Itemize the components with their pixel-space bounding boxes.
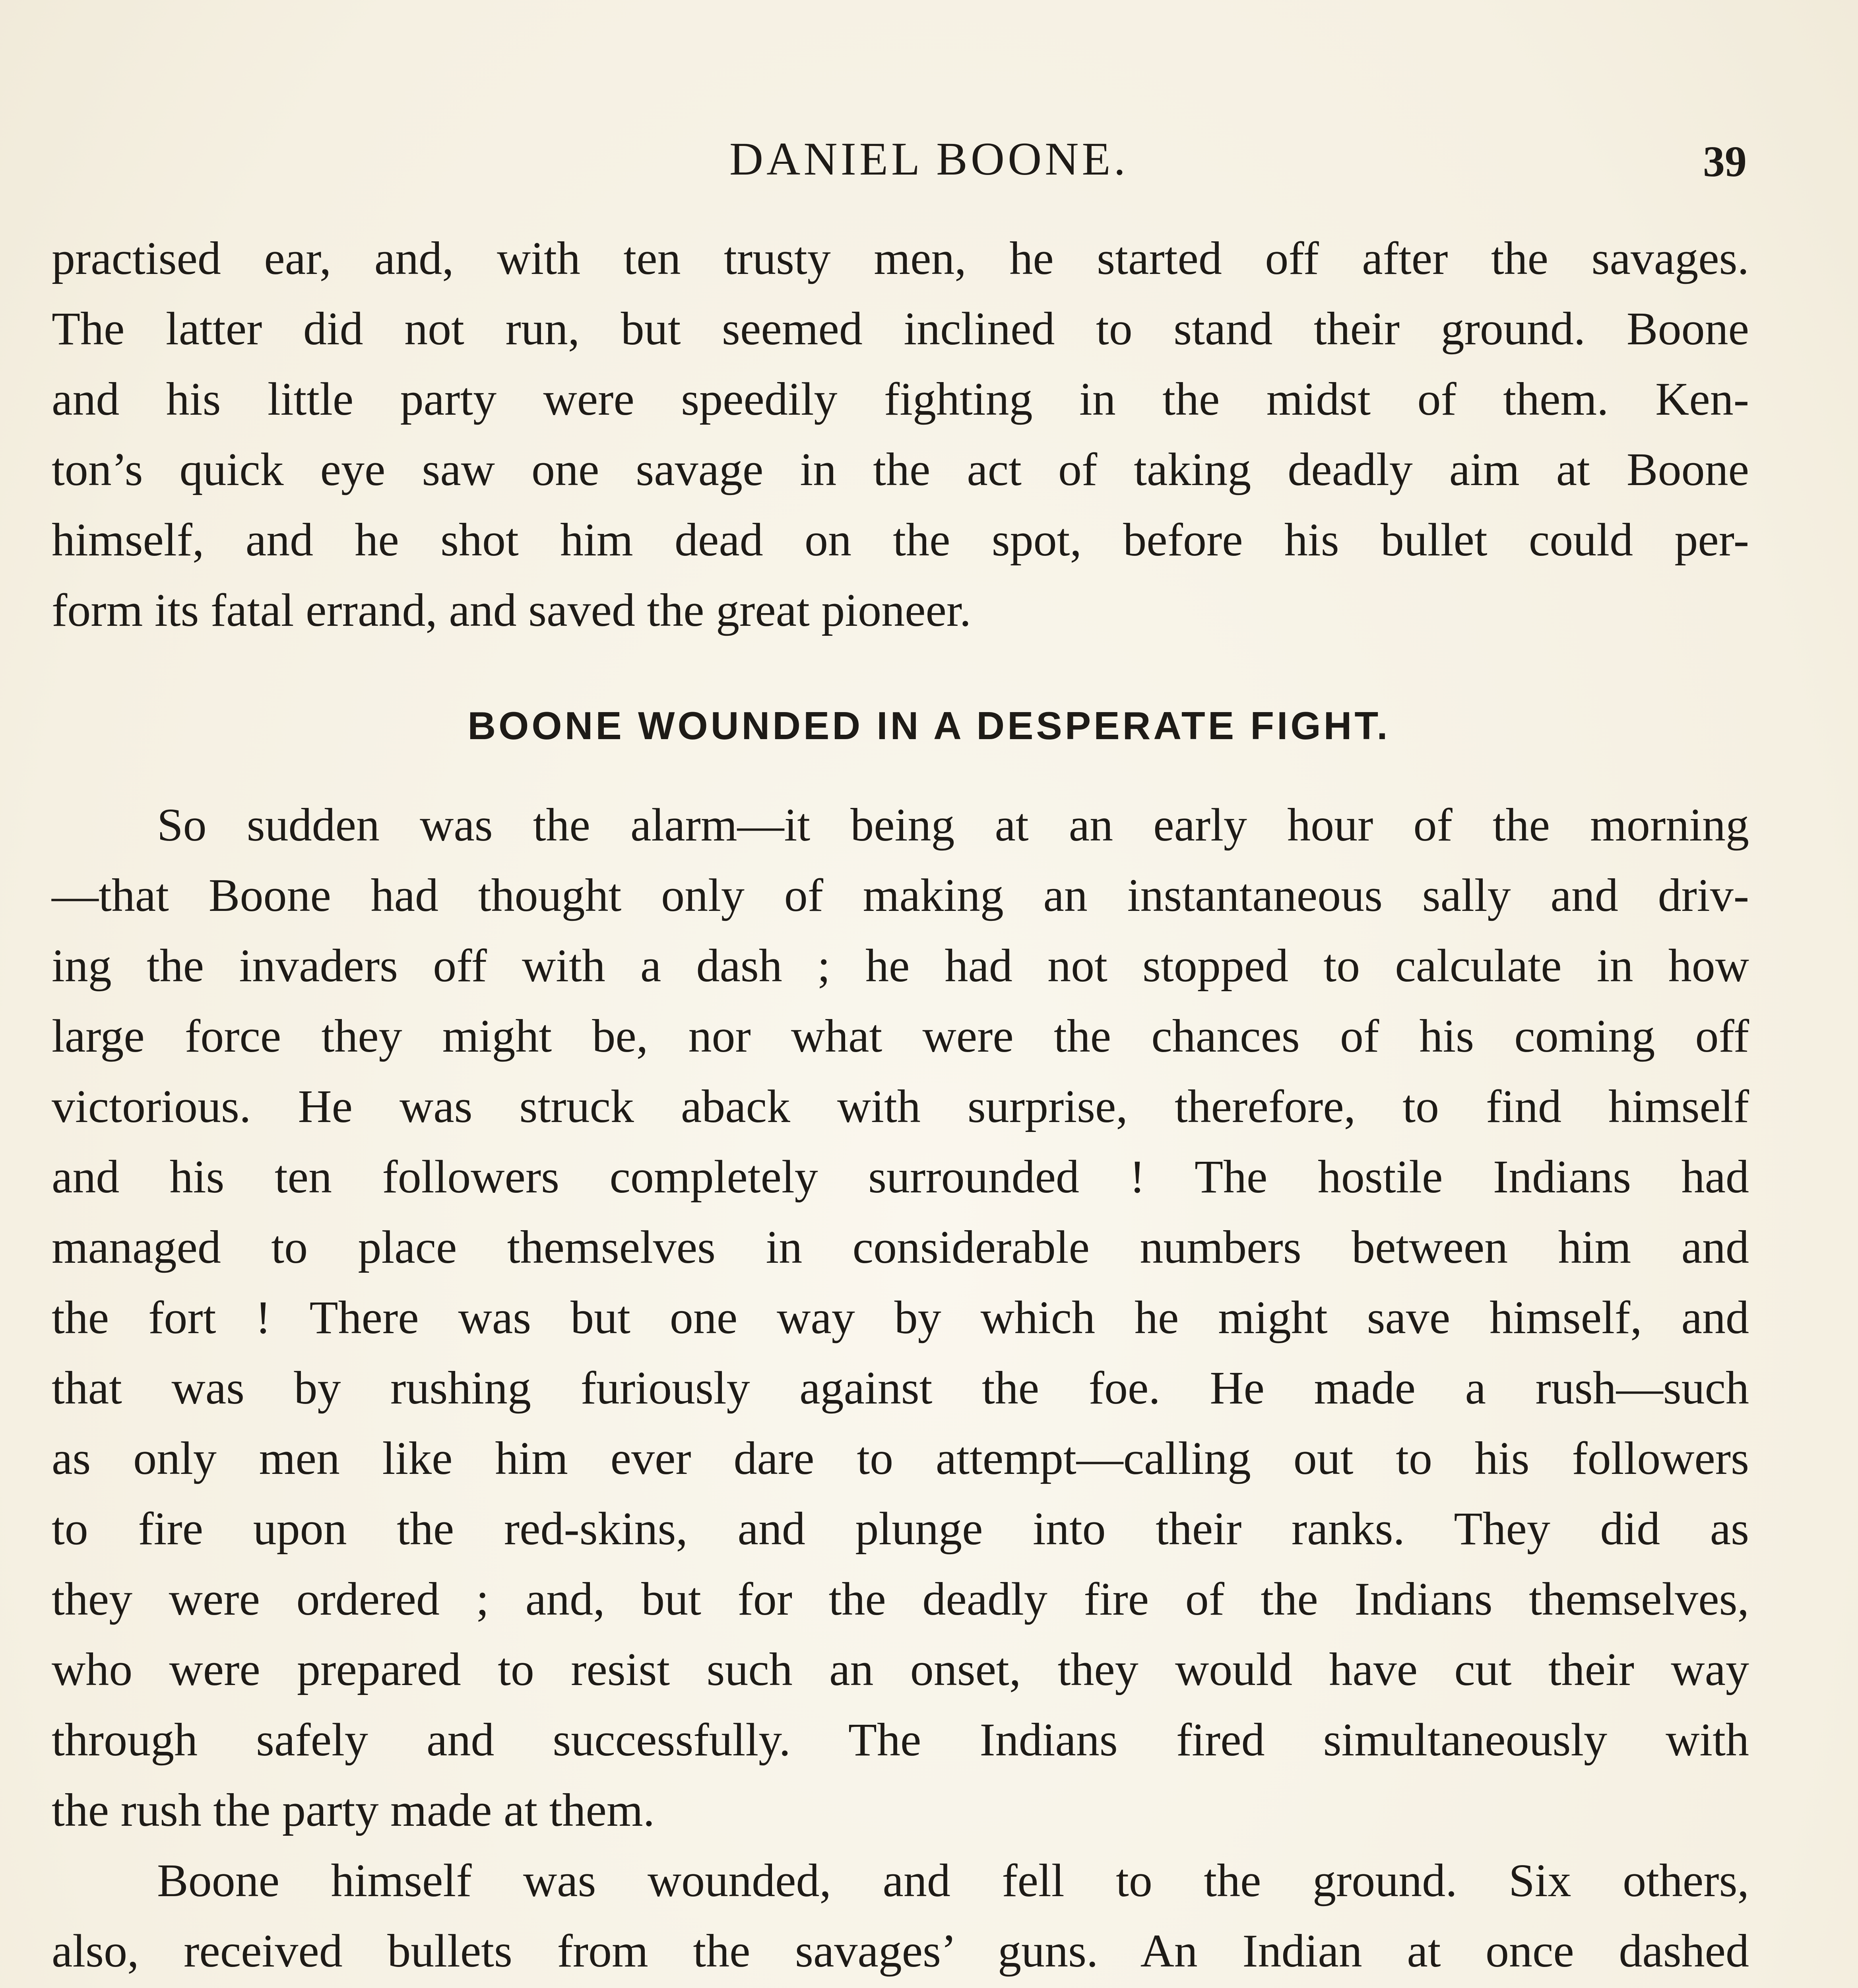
text-line: victorious. He was struck aback with surprise, therefore, to find himself	[52, 1080, 1749, 1132]
text-line: who were prepared to resist such an onset, they would have cut their way	[52, 1643, 1749, 1695]
text-line: managed to place themselves in considerable numbers between him and	[52, 1221, 1749, 1273]
text-line: and his ten followers completely surrounded ! The hostile Indians had	[52, 1151, 1749, 1203]
text-line: —that Boone had thought only of making an instantaneous sally and driv-	[52, 869, 1749, 921]
text-line: the rush the party made at them.	[52, 1784, 655, 1836]
running-header	[0, 131, 1858, 187]
text-line: the fort ! There was but one way by which he might save himself, and	[52, 1291, 1749, 1343]
running-title: DANIEL BOONE.	[729, 133, 1129, 185]
text-line: practised ear, and, with ten trusty men, he started off after the savages.	[52, 232, 1749, 284]
text-line: they were ordered ; and, but for the deadly fire of the Indians themselves,	[52, 1573, 1749, 1625]
text-line: to fire upon the red-skins, and plunge into their ranks. They did as	[52, 1503, 1749, 1555]
text-line: that was by rushing furiously against the foe. He made a rush—such	[52, 1362, 1749, 1414]
text-line: So sudden was the alarm—it being at an early hour of the morning	[157, 799, 1749, 851]
text-line: Boone himself was wounded, and fell to the ground. Six others,	[157, 1854, 1749, 1906]
text-line: The latter did not run, but seemed inclined to stand their ground. Boone	[52, 303, 1749, 355]
text-line: ing the invaders off with a dash ; he had not stopped to calculate in how	[52, 940, 1749, 992]
text-line: and his little party were speedily fighting in the midst of them. Ken-	[52, 373, 1749, 425]
page-number: 39	[1703, 137, 1747, 186]
text-line: as only men like him ever dare to attempt—calling out to his followers	[52, 1432, 1749, 1484]
section-heading: BOONE WOUNDED IN A DESPERATE FIGHT.	[467, 704, 1391, 747]
text-line: himself, and he shot him dead on the spot, before his bullet could per-	[52, 514, 1749, 566]
text-line: ton’s quick eye saw one savage in the act of taking deadly aim at Boone	[52, 443, 1749, 495]
text-line: also, received bullets from the savages’ guns. An Indian at once dashed	[52, 1925, 1749, 1977]
text-line: large force they might be, nor what were the chances of his coming off	[52, 1010, 1749, 1062]
text-line: form its fatal errand, and saved the great pioneer.	[52, 584, 972, 636]
text-line: through safely and successfully. The Indians fired simultaneously with	[52, 1714, 1749, 1766]
